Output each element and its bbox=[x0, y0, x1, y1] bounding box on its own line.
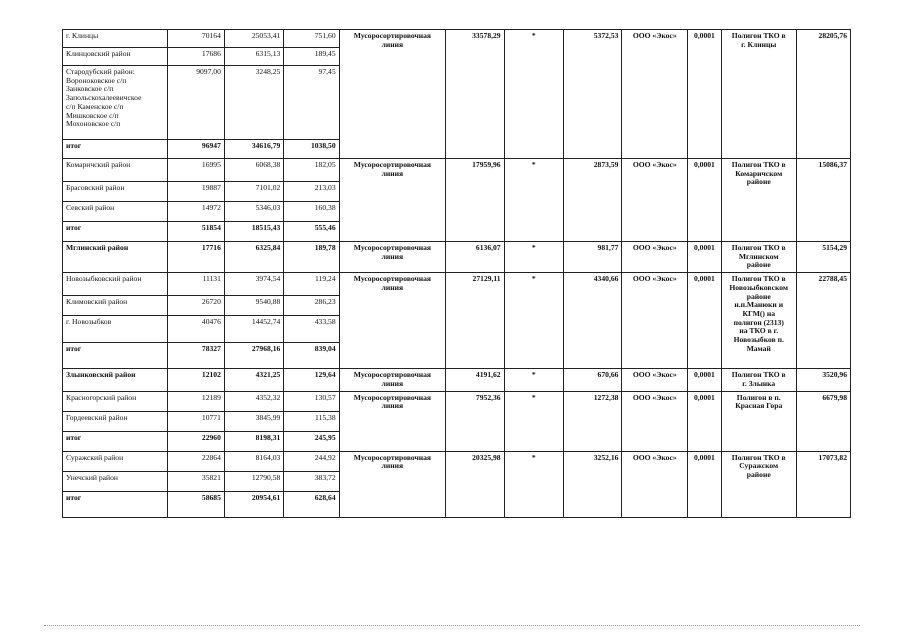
volume-cell: 6068,38 bbox=[224, 159, 283, 182]
volume-cell: 27968,16 bbox=[224, 343, 283, 369]
mark-cell: * bbox=[504, 451, 563, 517]
table-row bbox=[63, 30, 851, 48]
population-cell: 78327 bbox=[167, 343, 224, 369]
volume-cell: 12790,58 bbox=[224, 471, 283, 491]
district-name: Брасовский район bbox=[63, 182, 168, 202]
volume-cell: 18515,43 bbox=[224, 222, 283, 242]
table-row bbox=[63, 242, 851, 273]
coefficient-cell: 0,0001 bbox=[688, 159, 722, 242]
district-name: итог bbox=[63, 343, 168, 369]
volume-cell: 6315,13 bbox=[224, 48, 283, 66]
population-cell: 51854 bbox=[167, 222, 224, 242]
coefficient-cell: 0,0001 bbox=[688, 30, 722, 159]
population-cell: 9097,00 bbox=[167, 66, 224, 140]
volume-cell: 3845,99 bbox=[224, 411, 283, 431]
mass-cell: 1038,50 bbox=[284, 140, 339, 159]
mark-cell: * bbox=[504, 242, 563, 273]
operator-cell: ООО «Экос» bbox=[622, 159, 688, 242]
mass-cell: 839,04 bbox=[284, 343, 339, 369]
district-name: Новозыбковский район bbox=[63, 273, 168, 296]
mass-cell: 383,72 bbox=[284, 471, 339, 491]
volume-cell: 4352,32 bbox=[224, 391, 283, 411]
volume-cell: 7101,02 bbox=[224, 182, 283, 202]
mass-cell: 129,64 bbox=[284, 369, 339, 391]
population-cell: 22864 bbox=[167, 451, 224, 471]
sorted-value-cell: 4340,66 bbox=[564, 273, 622, 369]
mass-cell: 244,92 bbox=[284, 451, 339, 471]
volume-cell: 4321,25 bbox=[224, 369, 283, 391]
mark-cell: * bbox=[504, 273, 563, 369]
volume-cell: 6325,84 bbox=[224, 242, 283, 273]
facility-cell: Мусоросортировочная линия bbox=[339, 30, 446, 159]
volume-cell: 25053,41 bbox=[224, 30, 283, 48]
mass-cell: 213,03 bbox=[284, 182, 339, 202]
volume-cell: 5346,03 bbox=[224, 202, 283, 222]
mass-cell: 245,95 bbox=[284, 431, 339, 451]
page-footer-line bbox=[44, 625, 860, 626]
facility-cell: Мусоросортировочная линия bbox=[339, 159, 446, 242]
district-name: Унечский район bbox=[63, 471, 168, 491]
district-name: итог bbox=[63, 431, 168, 451]
operator-cell: ООО «Экос» bbox=[622, 242, 688, 273]
coefficient-cell: 0,0001 bbox=[688, 273, 722, 369]
mass-cell: 189,78 bbox=[284, 242, 339, 273]
population-cell: 17716 bbox=[167, 242, 224, 273]
capacity-cell: 20325,98 bbox=[446, 451, 504, 517]
table-row bbox=[63, 451, 851, 471]
coefficient-cell: 0,0001 bbox=[688, 369, 722, 391]
district-name: итог bbox=[63, 491, 168, 517]
result-cell: 6679,98 bbox=[796, 391, 850, 451]
volume-cell: 20954,61 bbox=[224, 491, 283, 517]
result-cell: 3520,96 bbox=[796, 369, 850, 391]
population-cell: 11131 bbox=[167, 273, 224, 296]
population-cell: 12102 bbox=[167, 369, 224, 391]
capacity-cell: 27129,11 bbox=[446, 273, 504, 369]
sorted-value-cell: 5372,53 bbox=[564, 30, 622, 159]
operator-cell: ООО «Экос» bbox=[622, 391, 688, 451]
facility-cell: Мусоросортировочная линия bbox=[339, 273, 446, 369]
result-cell: 15086,37 bbox=[796, 159, 850, 242]
district-name: Комаричский район bbox=[63, 159, 168, 182]
district-name: г. Клинцы bbox=[63, 30, 168, 48]
population-cell: 35821 bbox=[167, 471, 224, 491]
district-name: Клинцовский район bbox=[63, 48, 168, 66]
district-name: г. Новозыбков bbox=[63, 316, 168, 343]
volume-cell: 8198,31 bbox=[224, 431, 283, 451]
facility-cell: Мусоросортировочная линия bbox=[339, 451, 446, 517]
volume-cell: 14452,74 bbox=[224, 316, 283, 343]
waste-distribution-table bbox=[62, 29, 851, 518]
result-cell: 28205,76 bbox=[796, 30, 850, 159]
mark-cell: * bbox=[504, 391, 563, 451]
result-cell: 5154,29 bbox=[796, 242, 850, 273]
capacity-cell: 33578,29 bbox=[446, 30, 504, 159]
district-name: Злынковский район bbox=[63, 369, 168, 391]
mass-cell: 97,45 bbox=[284, 66, 339, 140]
population-cell: 96947 bbox=[167, 140, 224, 159]
landfill-cell: Полигон ТКО в Суражском районе bbox=[721, 451, 796, 517]
district-name: Стародубский район: Вороноковское с/п Занковское с/п Запольскохалеевичское с/п Каменское с/п Мишковское с/п Мохоновское с/п bbox=[63, 66, 168, 140]
district-name: Мглинский район bbox=[63, 242, 168, 273]
landfill-cell: Полигон ТКО в г. Злынка bbox=[721, 369, 796, 391]
table-row bbox=[63, 159, 851, 182]
result-cell: 17073,82 bbox=[796, 451, 850, 517]
mark-cell: * bbox=[504, 159, 563, 242]
population-cell: 58685 bbox=[167, 491, 224, 517]
table-row bbox=[63, 391, 851, 411]
district-name: Севский район bbox=[63, 202, 168, 222]
mass-cell: 115,38 bbox=[284, 411, 339, 431]
sorted-value-cell: 2873,59 bbox=[564, 159, 622, 242]
capacity-cell: 6136,07 bbox=[446, 242, 504, 273]
mass-cell: 130,57 bbox=[284, 391, 339, 411]
operator-cell: ООО «Экос» bbox=[622, 273, 688, 369]
sorted-value-cell: 670,66 bbox=[564, 369, 622, 391]
population-cell: 10771 bbox=[167, 411, 224, 431]
mass-cell: 182,05 bbox=[284, 159, 339, 182]
mass-cell: 160,38 bbox=[284, 202, 339, 222]
landfill-cell: Полигон ТКО в Комаричском районе bbox=[721, 159, 796, 242]
population-cell: 22960 bbox=[167, 431, 224, 451]
landfill-cell: Полигон ТКО в Новозыбковском районе н.п.Манюки и КГМ() на полигон (2313) на ТКО в г. Новозыбков п. Мамай bbox=[721, 273, 796, 369]
district-name: Гордеевский район bbox=[63, 411, 168, 431]
coefficient-cell: 0,0001 bbox=[688, 242, 722, 273]
volume-cell: 9540,88 bbox=[224, 296, 283, 316]
district-name: Климовский район bbox=[63, 296, 168, 316]
landfill-cell: Полигон ТКО в г. Клинцы bbox=[721, 30, 796, 159]
sorted-value-cell: 981,77 bbox=[564, 242, 622, 273]
coefficient-cell: 0,0001 bbox=[688, 451, 722, 517]
population-cell: 70164 bbox=[167, 30, 224, 48]
capacity-cell: 17959,96 bbox=[446, 159, 504, 242]
facility-cell: Мусоросортировочная линия bbox=[339, 369, 446, 391]
facility-cell: Мусоросортировочная линия bbox=[339, 391, 446, 451]
population-cell: 17686 bbox=[167, 48, 224, 66]
population-cell: 19887 bbox=[167, 182, 224, 202]
mark-cell: * bbox=[504, 30, 563, 159]
district-name: Суражский район bbox=[63, 451, 168, 471]
mass-cell: 119,24 bbox=[284, 273, 339, 296]
coefficient-cell: 0,0001 bbox=[688, 391, 722, 451]
result-cell: 22788,45 bbox=[796, 273, 850, 369]
mass-cell: 286,23 bbox=[284, 296, 339, 316]
sorted-value-cell: 1272,38 bbox=[564, 391, 622, 451]
population-cell: 12189 bbox=[167, 391, 224, 411]
landfill-cell: Полигон в п. Красная Гора bbox=[721, 391, 796, 451]
population-cell: 40476 bbox=[167, 316, 224, 343]
capacity-cell: 7952,36 bbox=[446, 391, 504, 451]
volume-cell: 34616,79 bbox=[224, 140, 283, 159]
operator-cell: ООО «Экос» bbox=[622, 369, 688, 391]
mass-cell: 433,58 bbox=[284, 316, 339, 343]
table-row bbox=[63, 273, 851, 296]
volume-cell: 3974,54 bbox=[224, 273, 283, 296]
operator-cell: ООО «Экос» bbox=[622, 451, 688, 517]
mass-cell: 555,46 bbox=[284, 222, 339, 242]
mark-cell: * bbox=[504, 369, 563, 391]
volume-cell: 8164,03 bbox=[224, 451, 283, 471]
mass-cell: 628,64 bbox=[284, 491, 339, 517]
district-name: итог bbox=[63, 222, 168, 242]
volume-cell: 3248,25 bbox=[224, 66, 283, 140]
operator-cell: ООО «Экос» bbox=[622, 30, 688, 159]
facility-cell: Мусоросортировочная линия bbox=[339, 242, 446, 273]
population-cell: 26720 bbox=[167, 296, 224, 316]
mass-cell: 189,45 bbox=[284, 48, 339, 66]
district-name: Красногорский район bbox=[63, 391, 168, 411]
landfill-cell: Полигон ТКО в Мглинском районе bbox=[721, 242, 796, 273]
capacity-cell: 4191,62 bbox=[446, 369, 504, 391]
district-name: итог bbox=[63, 140, 168, 159]
population-cell: 16995 bbox=[167, 159, 224, 182]
population-cell: 14972 bbox=[167, 202, 224, 222]
table-row bbox=[63, 369, 851, 391]
sorted-value-cell: 3252,16 bbox=[564, 451, 622, 517]
mass-cell: 751,60 bbox=[284, 30, 339, 48]
